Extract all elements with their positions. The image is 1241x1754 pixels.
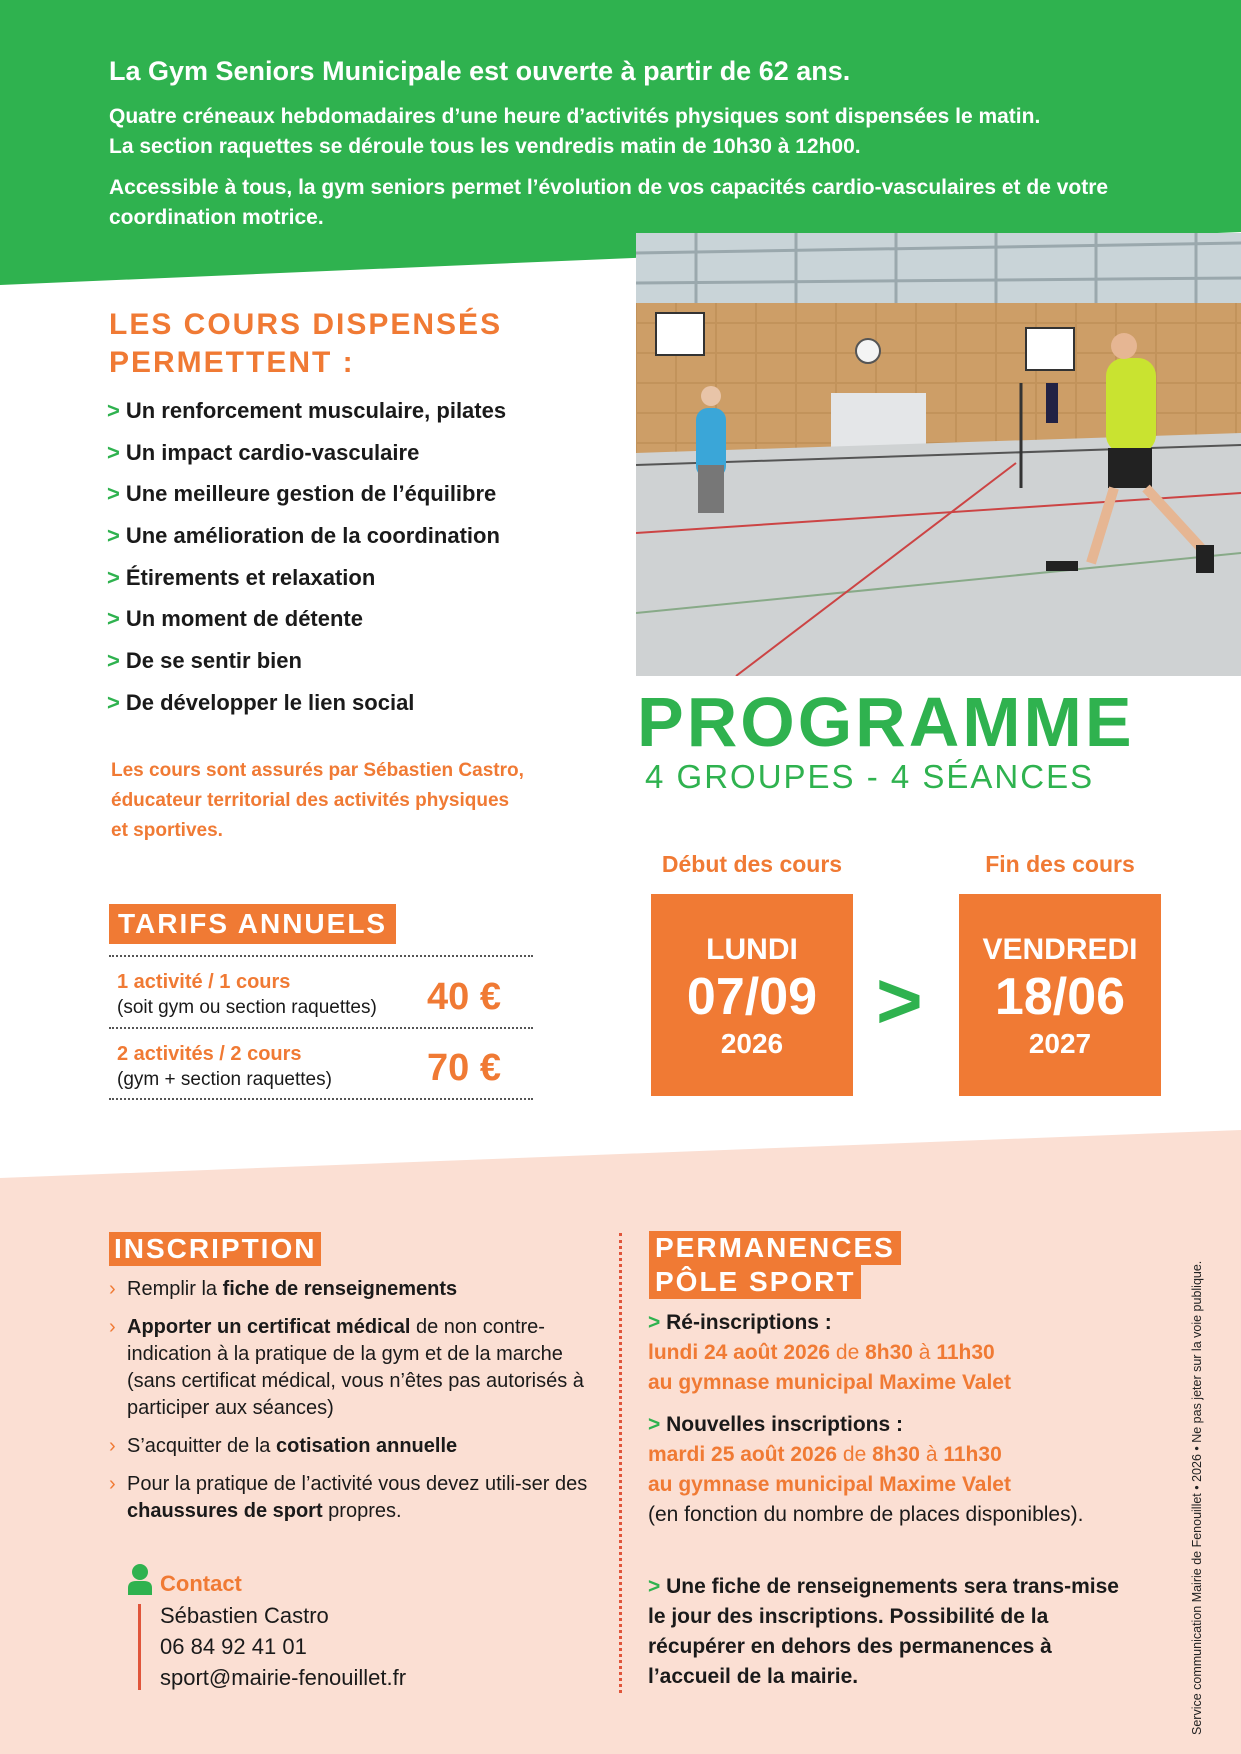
list-item bbox=[109, 1433, 604, 1460]
contact-divider bbox=[138, 1604, 141, 1690]
list-item bbox=[109, 1276, 604, 1303]
end-date-card bbox=[959, 894, 1161, 1096]
cours-item-label: De développer le lien social bbox=[125, 689, 415, 715]
nouvelles-start: 8h30 bbox=[872, 1443, 920, 1466]
chevron-icon: > bbox=[648, 1575, 661, 1598]
end-day: VENDREDI bbox=[982, 933, 1138, 966]
start-label: Début des cours bbox=[661, 851, 843, 877]
contact-phone[interactable]: 06 84 92 41 01 bbox=[160, 1634, 307, 1659]
tarif-price: 40 € bbox=[427, 976, 501, 1018]
chevron-icon: › bbox=[109, 1278, 116, 1300]
permanences-title-line-1: PERMANENCES bbox=[649, 1231, 901, 1265]
start-day: LUNDI bbox=[706, 933, 798, 966]
time-connector: de bbox=[837, 1443, 873, 1466]
item-bold: Apporter un certificat médical bbox=[127, 1316, 411, 1338]
programme-title: PROGRAMME bbox=[637, 683, 1135, 761]
item-text: Pour la pratique de l’activité vous devez utili-ser des bbox=[127, 1473, 588, 1495]
cours-item-label: Étirements et relaxation bbox=[125, 564, 376, 590]
contact-title: Contact bbox=[160, 1571, 242, 1596]
divider bbox=[109, 955, 533, 957]
item-bold: chaussures de sport bbox=[127, 1500, 323, 1522]
list-item bbox=[107, 521, 506, 563]
cours-item-label: Une amélioration de la coordination bbox=[125, 523, 500, 549]
tarifs-title: TARIFS ANNUELS bbox=[109, 904, 396, 944]
nouvelles-date: mardi 25 août 2026 bbox=[648, 1443, 838, 1466]
time-connector: à bbox=[920, 1443, 944, 1466]
item-text: de non contre-indication à la pratique de la gym et de la marche (sans certificat médical, vous n’êtes pas autorisés à participer aux séances) bbox=[127, 1316, 584, 1419]
contact-email[interactable]: sport@mairie-fenouillet.fr bbox=[160, 1665, 407, 1690]
chevron-icon: > bbox=[107, 398, 120, 423]
contact-details bbox=[160, 1600, 406, 1693]
tarif-price: 70 € bbox=[427, 1047, 501, 1089]
fiche-bold: fiche de renseignements bbox=[711, 1575, 958, 1598]
tarif-name: 2 activités / 2 cours bbox=[117, 1043, 302, 1065]
start-date-card bbox=[651, 894, 853, 1096]
fiche-text: sera trans-mise le jour des inscriptions. Possibilité de la récupérer en dehors des permanences à l’accueil de la mairie. bbox=[648, 1575, 1119, 1688]
reinscription-place: au gymnase municipal Maxime Valet bbox=[648, 1371, 1011, 1394]
inscription-list bbox=[109, 1276, 604, 1536]
end-label: Fin des cours bbox=[985, 851, 1135, 877]
reinscription-block bbox=[648, 1308, 1128, 1398]
chevron-icon: › bbox=[109, 1435, 116, 1457]
time-connector: de bbox=[830, 1341, 866, 1364]
chevron-icon: > bbox=[107, 564, 120, 590]
permanences-title-line-2: PÔLE SPORT bbox=[649, 1265, 861, 1299]
cours-title-line-1: LES COURS DISPENSÉS bbox=[109, 308, 503, 341]
cours-title-line-2: PERMETTENT : bbox=[109, 346, 355, 379]
nouvelles-place: au gymnase municipal Maxime Valet bbox=[648, 1473, 1011, 1496]
instructor-note bbox=[111, 756, 551, 846]
tarif-detail: (gym + section raquettes) bbox=[117, 1069, 332, 1090]
chevron-icon: > bbox=[648, 1413, 661, 1436]
chevron-icon: > bbox=[107, 481, 120, 507]
cours-item-label: Un renforcement musculaire, pilates bbox=[125, 398, 507, 423]
reinscription-label: Ré-inscriptions : bbox=[666, 1311, 832, 1334]
nouvelles-end: 11h30 bbox=[943, 1443, 1002, 1466]
chevron-icon: › bbox=[109, 1316, 116, 1338]
intro-line-3: Accessible à tous, la gym seniors permet l’évolution de vos capacités cardio-vasculaires et de votre coordination motrice. bbox=[109, 176, 1109, 229]
contact-name: Sébastien Castro bbox=[160, 1603, 329, 1628]
item-text: S’acquitter de la bbox=[127, 1435, 276, 1457]
cours-title bbox=[109, 306, 502, 382]
cours-list bbox=[107, 396, 506, 730]
user-icon bbox=[127, 1563, 153, 1595]
tarif-name: 1 activité / 1 cours bbox=[117, 971, 291, 993]
list-item bbox=[107, 646, 506, 688]
nouvelles-inscriptions-block bbox=[648, 1410, 1128, 1530]
reinscription-end: 11h30 bbox=[936, 1341, 995, 1364]
intro-title: La Gym Seniors Municipale est ouverte à partir de 62 ans. bbox=[109, 56, 851, 86]
divider bbox=[109, 1098, 533, 1100]
chevron-icon: > bbox=[107, 523, 120, 549]
list-item bbox=[107, 396, 506, 438]
chevron-icon: > bbox=[107, 648, 120, 674]
chevron-icon: › bbox=[109, 1473, 116, 1495]
instructor-note-line: et sportives. bbox=[111, 820, 223, 841]
item-text: Remplir la bbox=[127, 1278, 223, 1300]
item-text: propres. bbox=[322, 1500, 402, 1522]
intro-line-1: Quatre créneaux hebdomadaires d’une heure d’activités physiques sont dispensées le matin. bbox=[109, 105, 1041, 128]
list-item bbox=[107, 688, 506, 730]
time-connector: à bbox=[912, 1341, 937, 1364]
reinscription-start: 8h30 bbox=[865, 1341, 913, 1364]
list-item bbox=[107, 563, 506, 605]
divider bbox=[109, 1027, 533, 1029]
cours-item-label: De se sentir bien bbox=[125, 648, 302, 674]
list-item bbox=[109, 1314, 604, 1422]
list-item bbox=[107, 438, 506, 480]
intro-line-2: La section raquettes se déroule tous les vendredis matin de 10h30 à 12h00. bbox=[109, 135, 861, 158]
chevron-icon: > bbox=[107, 439, 120, 465]
tarif-detail: (soit gym ou section raquettes) bbox=[117, 997, 377, 1018]
side-note: Service communication Mairie de Fenouillet • 2026 • Ne pas jeter sur la voie publique. bbox=[1190, 1260, 1204, 1735]
list-item bbox=[107, 479, 506, 521]
cours-item-label: Un impact cardio-vasculaire bbox=[125, 439, 420, 465]
cours-item-label: Une meilleure gestion de l’équilibre bbox=[125, 481, 497, 507]
item-bold: cotisation annuelle bbox=[275, 1435, 458, 1457]
cours-item-label: Un moment de détente bbox=[125, 606, 363, 632]
end-year: 2027 bbox=[1028, 1028, 1092, 1059]
arrow-right-icon: > bbox=[876, 956, 923, 1045]
start-date: 07/09 bbox=[686, 968, 818, 1026]
programme-subtitle: 4 GROUPES - 4 SÉANCES bbox=[645, 758, 1095, 795]
fiche-block bbox=[648, 1572, 1128, 1692]
column-divider bbox=[619, 1233, 622, 1693]
chevron-icon: > bbox=[107, 606, 120, 632]
item-bold: fiche de renseignements bbox=[222, 1278, 458, 1300]
badminton-photo bbox=[636, 233, 1241, 676]
list-item bbox=[109, 1471, 604, 1525]
nouvelles-note: (en fonction du nombre de places disponibles). bbox=[648, 1503, 1084, 1526]
instructor-note-line: Les cours sont assurés par Sébastien Castro, bbox=[111, 760, 524, 781]
reinscription-date: lundi 24 août 2026 bbox=[648, 1341, 831, 1364]
end-date: 18/06 bbox=[994, 968, 1126, 1026]
inscription-title: INSCRIPTION bbox=[109, 1232, 321, 1266]
instructor-note-line: éducateur territorial des activités physiques bbox=[111, 790, 510, 811]
chevron-icon: > bbox=[107, 689, 120, 715]
list-item bbox=[107, 604, 506, 646]
start-year: 2026 bbox=[720, 1028, 784, 1059]
fiche-text: Une bbox=[660, 1575, 712, 1598]
permanences-title bbox=[649, 1231, 901, 1299]
chevron-icon: > bbox=[648, 1311, 661, 1334]
nouvelles-label: Nouvelles inscriptions : bbox=[666, 1413, 903, 1436]
